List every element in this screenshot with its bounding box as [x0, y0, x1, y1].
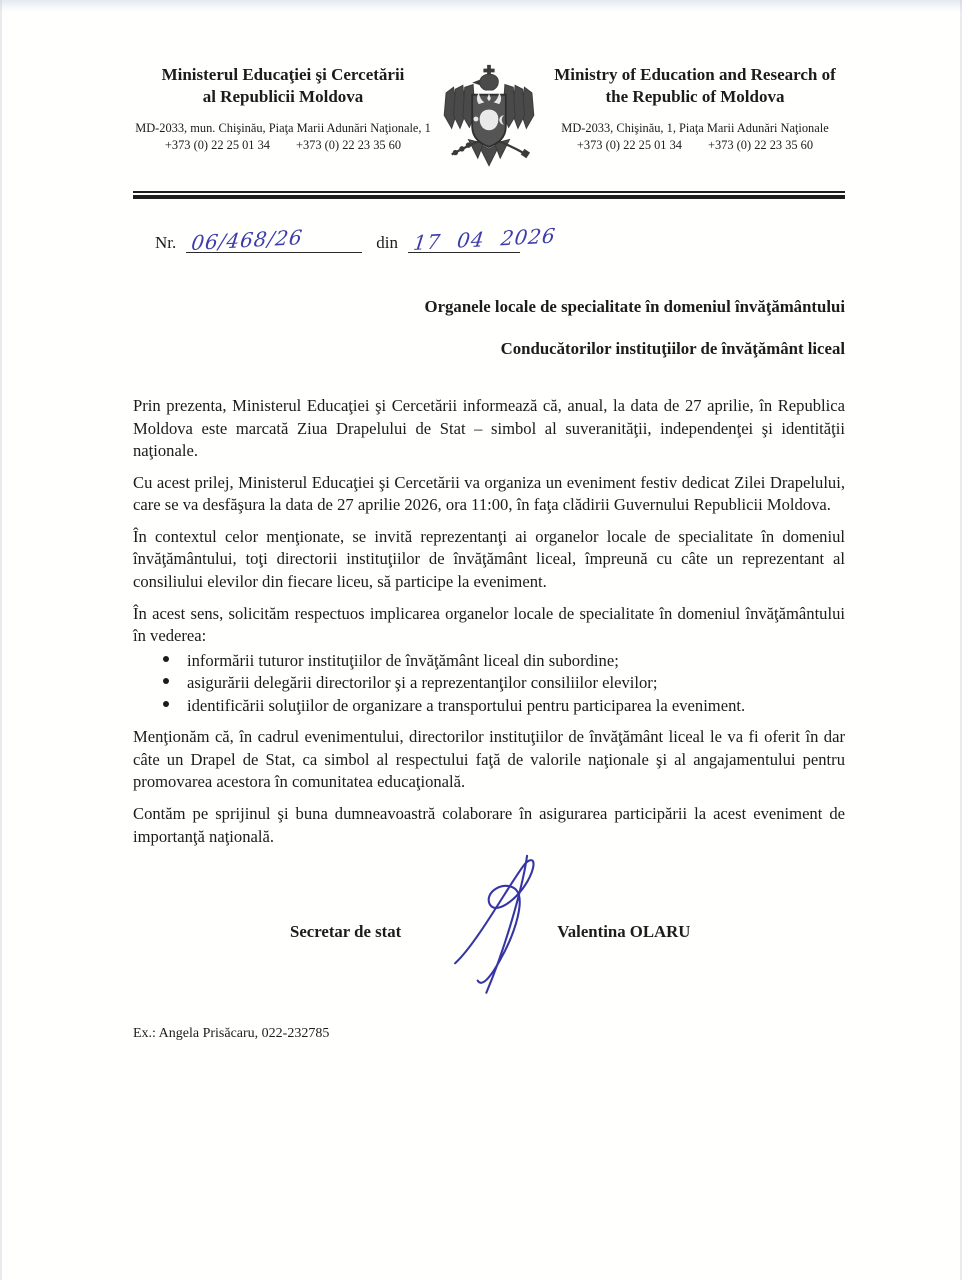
org-phone1-ro: +373 (0) 22 25 01 34 — [164, 137, 270, 152]
bullet-dot — [163, 678, 169, 684]
letterhead — [133, 64, 845, 178]
paragraph-2: Cu acest prilej, Ministerul Educaţiei şi Cercetării va organiza un eveniment festiv dedicat Zilei Drapelului, care se va desfăşura la data de 27 aprilie 2026, ora 11:00, în faţa clădirii Guvernului Republicii Moldova. — [133, 472, 845, 515]
executor-note: Ex.: Angela Prisăcaru, 022-232785 — [133, 1026, 330, 1041]
paragraph-6: Contăm pe sprijinul şi buna dumneavoastră colaborare în asigurarea participării la acest eveniment de importanţă naţională. — [133, 804, 845, 846]
nr-value-slot — [186, 224, 362, 255]
bullet-dot — [163, 701, 169, 707]
request-bullet-list — [133, 650, 845, 718]
moldova-coat-of-arms-icon — [433, 60, 545, 178]
paragraph-5: Menţionăm că, în cadrul evenimentului, directorilor instituţiilor de învăţământ liceal le va fi oferit în dar câte un Drapel de Stat, ca simbol al respectului faţă de valorile naţionale şi al angajamentului pentru promovarea acestora în comunitatea educaţională. — [133, 727, 845, 792]
org-phones-ro — [133, 137, 433, 154]
paragraph-4: În acest sens, solicităm respectuos implicarea organelor locale de specialitate în domeniul învăţământului în vederea: — [133, 603, 845, 646]
reference-line — [133, 223, 845, 253]
bullet-item-2-text: asigurării delegării directorilor şi a reprezentanţilor consiliilor elevilor; — [187, 673, 658, 693]
letterhead-left — [133, 64, 433, 154]
org-title-ro — [133, 64, 433, 109]
bullet-item-1-text: informării tuturor instituţiilor de învăţământ liceal din subordine; — [187, 650, 619, 670]
bullet-item-2 — [133, 672, 845, 695]
org-title-en-line2: the Republic of Moldova — [605, 87, 785, 107]
addressee-line-1: Organele locale de specialitate în domeniul învăţământului — [424, 297, 845, 316]
signer-name: Valentina OLARU — [557, 922, 691, 942]
org-title-en — [545, 64, 845, 109]
org-contact-ro — [133, 120, 433, 154]
nr-value-handwritten: 06/468/26 — [190, 224, 305, 255]
org-title-ro-line1: Ministerul Educaţiei şi Cercetării — [161, 65, 405, 84]
org-phone1-en: +373 (0) 22 25 01 34 — [576, 137, 682, 152]
nr-label: Nr. — [155, 233, 177, 252]
org-address-ro: MD-2033, mun. Chişinău, Piaţa Marii Adunări Naţionale, 1 — [135, 120, 431, 135]
bullet-dot — [163, 656, 169, 662]
org-phone2-en: +373 (0) 22 23 35 60 — [708, 137, 814, 152]
date-value-slot — [408, 223, 558, 255]
org-phones-en — [545, 137, 845, 154]
org-phone2-ro: +373 (0) 22 23 35 60 — [296, 137, 402, 152]
bullet-item-1 — [133, 650, 845, 673]
din-label: din — [376, 233, 398, 252]
signer-role: Secretar de stat — [290, 922, 402, 942]
letter-body — [133, 395, 845, 848]
addressees — [133, 297, 845, 359]
signature-block — [133, 900, 845, 964]
org-title-en-line1: Ministry of Education and Research of — [554, 65, 836, 84]
org-title-ro-line2: al Republicii Moldova — [202, 87, 364, 107]
scan-edge-left — [0, 0, 2, 1280]
addressee-line-2: Conducătorilor instituţiilor de învăţământ liceal — [500, 339, 845, 358]
paragraph-1: Prin prezenta, Ministerul Educaţiei şi Cercetării informează că, anual, la data de 27 aprilie, în Republica Moldova este marcată Ziua Drapelului de Stat – simbol al suveranităţii, independenţei şi identităţii naţionale. — [133, 396, 845, 461]
paragraph-3: În contextul celor menţionate, se invită reprezentanţi ai organelor locale de specialitate în domeniul învăţământului, toţi directorii instituţiilor de învăţământ liceal, împreună cu câte un reprezentant al consiliului elevilor din fiecare liceu, să participe la eveniment. — [133, 526, 845, 591]
bullet-item-3 — [133, 695, 845, 718]
org-address-en: MD-2033, Chişinău, 1, Piaţa Marii Adunări Naţionale — [561, 120, 829, 135]
header-divider — [133, 191, 845, 199]
org-contact-en — [545, 120, 845, 154]
scan-artifact-top — [0, 0, 962, 12]
bullet-item-3-text: identificării soluţiilor de organizare a transportului pentru participarea la eveniment. — [187, 695, 746, 715]
signature-scribble — [443, 851, 547, 1001]
letterhead-right — [545, 64, 845, 154]
date-value-handwritten: 17 04 2026 — [411, 223, 558, 255]
